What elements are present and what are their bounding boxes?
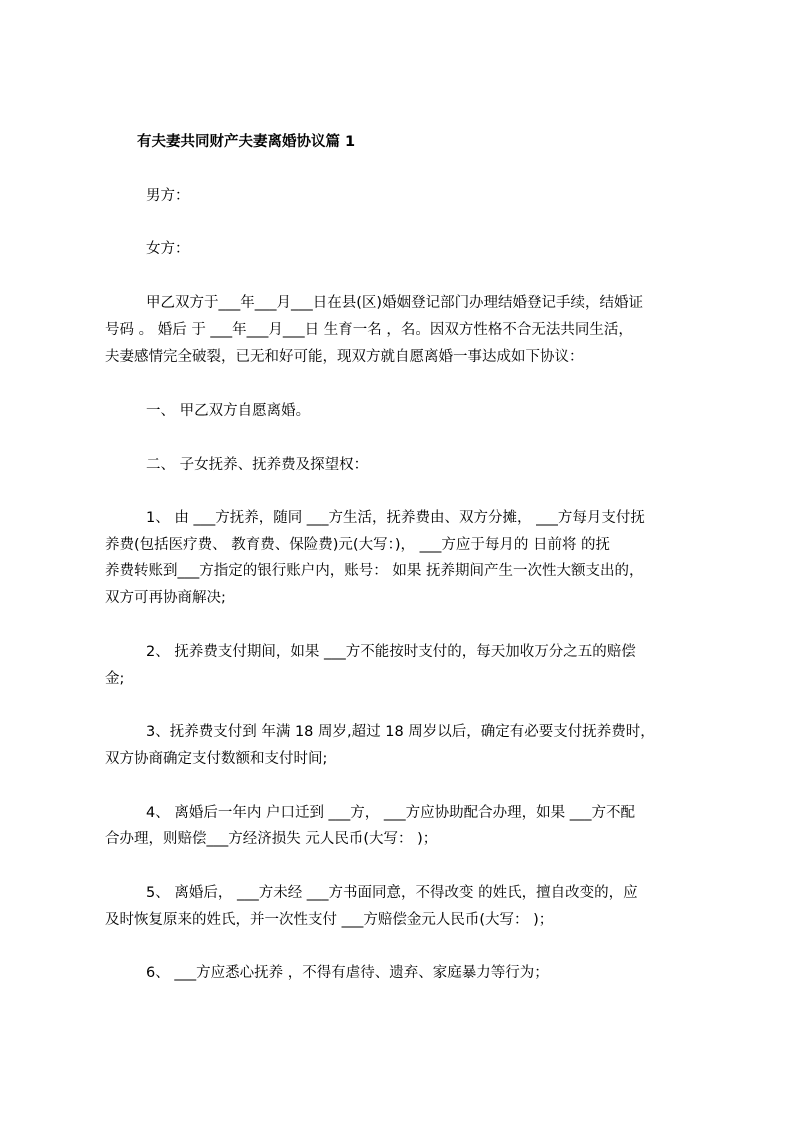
- item-3-line-2: 双方协商确定支付数额和支付时间;: [105, 751, 328, 767]
- section-2: 二、 子女抚养、抚养费及探望权：: [146, 457, 369, 473]
- intro-line-3: 夫妻感情完全破裂，已无和好可能，现双方就自愿离婚一事达成如下协议：: [105, 349, 584, 365]
- section-1: 一、 甲乙双方自愿离婚。: [146, 403, 311, 419]
- female-party-line: 女方：: [146, 241, 190, 257]
- item-2-line-2: 金;: [105, 671, 125, 687]
- item-5-line-2: 及时恢复原来的姓氏，并一次性支付 ___方赔偿金元人民币(大写： )；: [105, 912, 554, 928]
- item-5-line-1: 5、 离婚后， ___方未经 ___方书面同意，不得改变 的姓氏，擅自改变的，应: [146, 885, 638, 901]
- item-3-line-1: 3、抚养费支付到 年满 18 周岁,超过 18 周岁以后，确定有必要支付抚养费时，: [146, 724, 655, 740]
- item-1-line-3: 养费转账到___方指定的银行账户内，账号： 如果 抚养期间产生一次性大额支出的，: [105, 563, 644, 579]
- item-1-line-1: 1、 由 ___方抚养，随同 ___方生活，抚养费由、双方分摊， ___方每月支付抚: [146, 510, 645, 526]
- item-1-line-4: 双方可再协商解决;: [105, 590, 226, 606]
- intro-line-1: 甲乙双方于___年___月___日在县(区)婚姻登记部门办理结婚登记手续，结婚证: [146, 295, 644, 311]
- item-4-line-1: 4、 离婚后一年内 户口迁到 ___方， ___方应协助配合办理，如果 ___方不配: [146, 805, 636, 821]
- item-2-line-1: 2、 抚养费支付期间，如果 ___方不能按时支付的，每天加收万分之五的赔偿: [146, 644, 636, 660]
- item-4-line-2: 合办理，则赔偿___方经济损失 元人民币(大写： )；: [105, 831, 438, 847]
- document-title: 有夫妻共同财产夫妻离婚协议篇 1: [137, 134, 356, 150]
- item-1-line-2: 养费(包括医疗费、 教育费、保险费)元(大写：)， ___方应于每月的 日前将 的抚: [105, 537, 611, 553]
- intro-line-2: 号码 。 婚后 于 ___年___月___日 生育一名 ，名。因双方性格不合无法共同生活，: [105, 322, 633, 338]
- item-6-line-1: 6、 ___方应悉心抚养 ，不得有虐待、遗弃、家庭暴力等行为；: [146, 965, 549, 981]
- male-party-line: 男方：: [146, 188, 190, 204]
